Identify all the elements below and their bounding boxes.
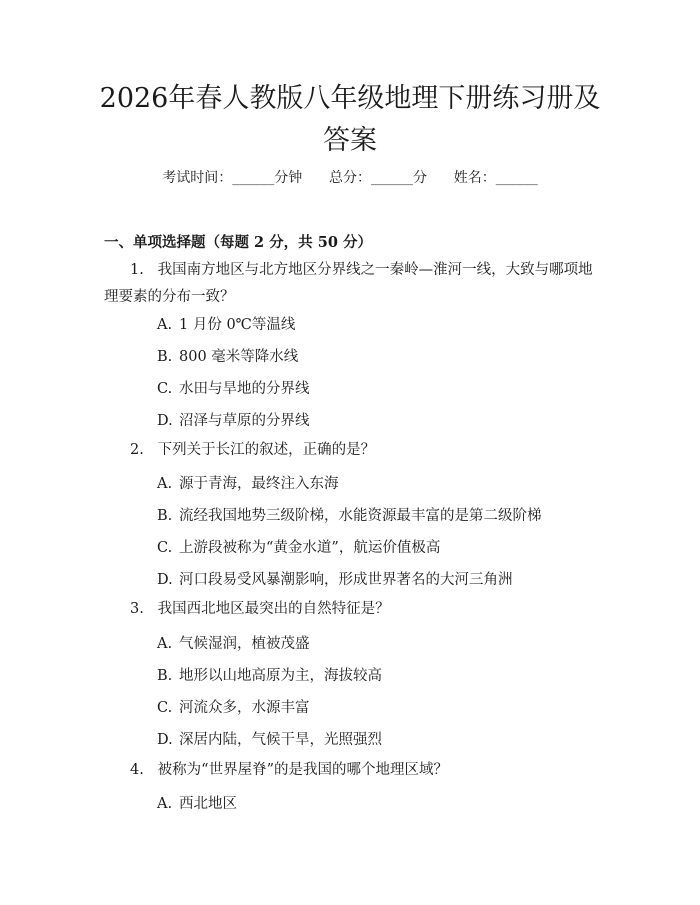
option-label: A. <box>157 476 173 492</box>
option-text: 上游段被称为“黄金水道”，航运价值极高 <box>179 540 441 556</box>
option-3a <box>157 632 310 653</box>
option-3d <box>157 728 382 749</box>
option-label: B. <box>157 349 173 365</box>
option-2d <box>157 568 513 589</box>
option-1c <box>157 377 310 398</box>
section-heading: 一、单项选择题（每题 2 分，共 50 分） <box>104 234 372 251</box>
option-text: 深居内陆，气候干旱，光照强烈 <box>179 732 382 748</box>
question-number: 1. <box>130 262 144 278</box>
question-number: 2. <box>130 442 144 458</box>
option-2c <box>157 536 440 557</box>
option-text: 沼泽与草原的分界线 <box>179 413 310 429</box>
question-number: 3. <box>130 601 144 617</box>
question-1 <box>104 257 604 311</box>
option-text: 水田与旱地的分界线 <box>179 381 310 397</box>
option-label: A. <box>157 636 173 652</box>
option-2a <box>157 472 339 493</box>
question-text: 被称为“世界屋脊”的是我国的哪个地理区域？ <box>157 762 448 778</box>
option-label: A. <box>157 796 173 812</box>
option-4a <box>157 792 237 813</box>
question-text: 下列关于长江的叙述，正确的是？ <box>157 442 376 458</box>
option-label: C. <box>157 700 173 716</box>
option-3b <box>157 664 382 685</box>
question-3 <box>104 596 604 623</box>
question-number: 4. <box>130 762 144 778</box>
exam-info-line: 考试时间：______分钟 总分：______分 姓名：______ <box>162 170 538 186</box>
question-text: 我国南方地区与北方地区分界线之一秦岭—淮河一线，大致与哪项地理要素的分布一致？ <box>104 262 593 305</box>
option-text: 流经我国地势三级阶梯，水能资源最丰富的是第二级阶梯 <box>179 508 542 524</box>
option-text: 源于青海，最终注入东海 <box>179 476 339 492</box>
option-1d <box>157 409 310 430</box>
question-4 <box>104 757 604 784</box>
option-label: D. <box>157 413 173 429</box>
option-label: C. <box>157 381 173 397</box>
option-1a <box>157 313 295 334</box>
option-text: 气候湿润，植被茂盛 <box>179 636 310 652</box>
option-label: C. <box>157 540 173 556</box>
option-text: 西北地区 <box>179 796 237 812</box>
option-text: 地形以山地高原为主，海拔较高 <box>179 668 382 684</box>
option-label: D. <box>157 572 173 588</box>
option-text: 1 月份 0℃等温线 <box>179 317 296 333</box>
option-label: A. <box>157 317 173 333</box>
option-text: 800 毫米等降水线 <box>179 349 299 365</box>
option-3c <box>157 696 310 717</box>
option-label: B. <box>157 668 173 684</box>
option-text: 河流众多，水源丰富 <box>179 700 310 716</box>
option-label: B. <box>157 508 173 524</box>
document-title: 2026年春人教版八年级地理下册练习册及答案 <box>99 83 601 156</box>
question-text: 我国西北地区最突出的自然特征是？ <box>157 601 390 617</box>
option-label: D. <box>157 732 173 748</box>
option-1b <box>157 345 298 366</box>
option-text: 河口段易受风暴潮影响，形成世界著名的大河三角洲 <box>179 572 513 588</box>
question-2 <box>104 437 604 464</box>
option-2b <box>157 504 542 525</box>
